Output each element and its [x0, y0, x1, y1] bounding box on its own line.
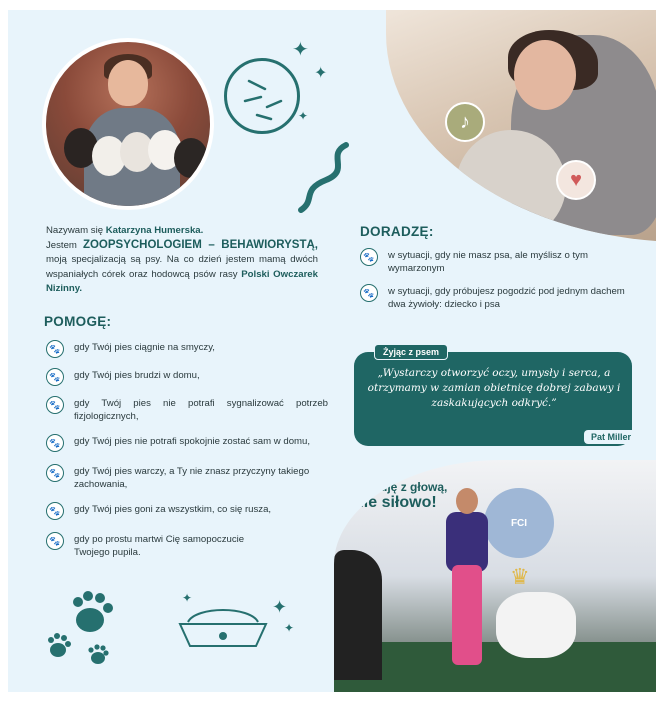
pomoge-list [46, 342, 328, 564]
intro-paragraph [46, 224, 318, 296]
paw-icon: 🐾 [46, 396, 64, 414]
slogan-line-2: nie siłowo! [354, 494, 437, 511]
heart-icon: ♥ [556, 160, 596, 200]
list-item [46, 534, 276, 564]
paw-icon: 🐾 [360, 284, 378, 302]
list-item [46, 342, 328, 370]
author-title: ZOOPSYCHOLOGIEM – BEHAWIORYSTĄ, [82, 239, 318, 252]
person-head [108, 60, 148, 106]
paw-icon: 🐾 [46, 464, 64, 482]
puppy [174, 138, 208, 178]
photographer [334, 550, 382, 680]
paw-prints-decoration [42, 584, 132, 679]
sparkle-icon: ✦ [298, 109, 309, 123]
quote-text: „Wystarczy otworzyć oczy, umysły i serca, a otrzymamy w zamian obietnicę dobrej zabawy i zaskakujących odkryć.” [367, 367, 621, 409]
intro-text: moją specjalizacją są psy. Na co dzień jestem mamą dwóch wspaniałych córek oraz hodowcą psów rasy [46, 254, 318, 280]
paw-icon: 🐾 [46, 340, 64, 358]
photo-with-dog [386, 10, 656, 242]
author-name: Katarzyna Humerska. [105, 225, 204, 236]
doradze-heading: DORADZĘ: [360, 224, 434, 239]
sparkle-icon: ✦ [292, 39, 309, 61]
music-note-icon: ♪ [445, 102, 485, 142]
green-carpet [334, 642, 656, 692]
white-dog [456, 130, 566, 240]
paw-icon: 🐾 [46, 368, 64, 386]
breed-name: Polski Owczarek Nizinny. [46, 268, 318, 294]
quote-tag: Żyjąc z psem [374, 344, 448, 360]
slogan-line-1: Pracuję z głową, [354, 480, 448, 494]
paw-icon: 🐾 [46, 502, 64, 520]
dog-show-photo [334, 460, 656, 692]
list-item [46, 370, 328, 398]
list-item [46, 504, 328, 534]
sparkle-icon: ✦ [272, 597, 288, 617]
intro-text: Nazywam się [46, 225, 106, 236]
paw-icon: 🐾 [46, 532, 64, 550]
woman-head [514, 40, 576, 110]
sparkle-icon: ✦ [284, 621, 295, 635]
handler-legs [452, 565, 482, 665]
paw-icon: 🐾 [46, 434, 64, 452]
dog-bowl-icon [176, 602, 270, 652]
paw-icon: 🐾 [360, 248, 378, 266]
list-item-text: gdy Twój pies warczy, a Ty nie znasz przyczyny takiego zachowania, [74, 466, 310, 490]
page [8, 10, 656, 692]
fci-banner: FCI [484, 488, 554, 558]
list-item [46, 466, 328, 504]
portrait-photo [42, 38, 214, 210]
list-item [360, 250, 632, 286]
list-item-text: w sytuacji, gdy próbujesz pogodzić pod jednym dachem dwa żywioły: dziecko i psa [388, 286, 625, 310]
doradze-list [360, 250, 632, 322]
list-item [46, 398, 328, 436]
list-item [46, 436, 328, 466]
list-item-text: gdy Twój pies nie potrafi spokojnie zostać sam w domu, [74, 436, 311, 447]
bone-globe-icon [224, 58, 300, 134]
handler-head [456, 488, 478, 514]
list-item-text: gdy Twój pies goni za wszystkim, co się rusza, [74, 504, 272, 515]
squiggle-decoration [296, 140, 356, 220]
crown-icon: ♛ [510, 564, 530, 589]
sparkle-icon: ✦ [182, 591, 193, 605]
list-item-text: gdy Twój pies ciągnie na smyczy, [74, 342, 215, 353]
quote-author: Pat Miller [584, 430, 638, 444]
show-dog [496, 592, 576, 658]
list-item [360, 286, 632, 322]
handler-top [446, 512, 488, 572]
sparkle-icon: ✦ [314, 65, 328, 82]
list-item-text: gdy po prostu martwi Cię samopoczucie Twojego pupila. [74, 534, 245, 558]
list-item-text: w sytuacji, gdy nie masz psa, ale myślisz o tym wymarzonym [388, 250, 588, 274]
intro-text: Jestem [46, 240, 83, 252]
list-item-text: gdy Twój pies brudzi w domu, [74, 370, 200, 381]
list-item-text: gdy Twój pies nie potrafi sygnalizować potrzeb fizjologicznych, [74, 398, 328, 422]
pomoge-heading: POMOGĘ: [44, 314, 112, 329]
slogan [354, 480, 447, 512]
